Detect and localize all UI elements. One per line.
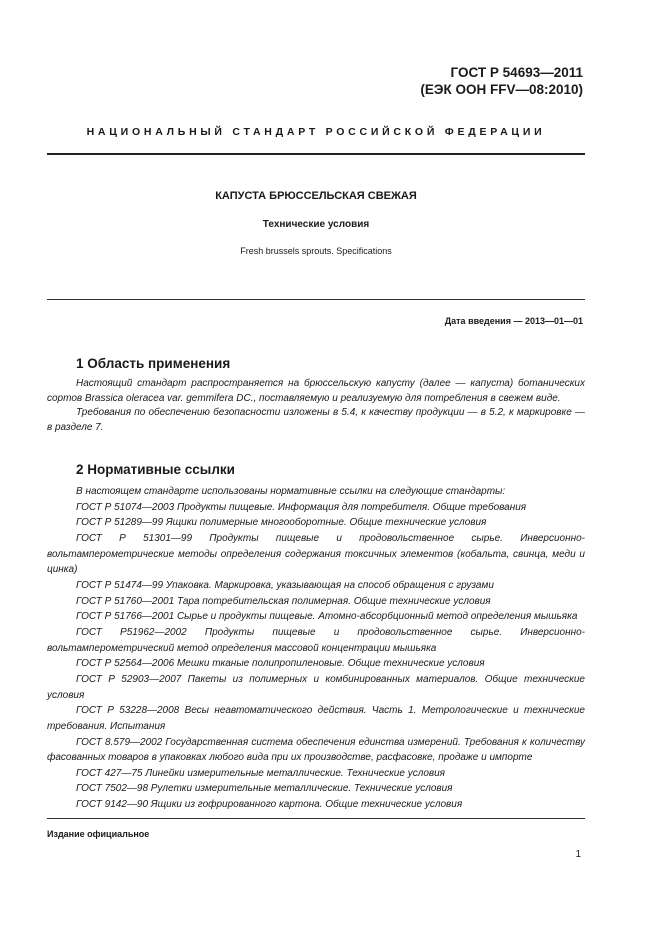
- reference-item: ГОСТ Р 51301—99 Продукты пищевые и продовольственное сырье. Инверсионно-вольтамперометрические методы определения содержания токсичных элементов (кобальта, свинца, меди и цинка): [47, 532, 585, 576]
- document-subtitle: Технические условия: [262, 219, 370, 230]
- footer-divider: [47, 818, 585, 819]
- section-2-heading: 2 Нормативные ссылки: [76, 462, 235, 477]
- section-1-paragraph: Требования по обеспечению безопасности изложены в 5.4, к качеству продукции — в 5.2, к маркировке — в разделе 7.: [47, 407, 585, 433]
- references-intro: В настоящем стандарте использованы нормативные ссылки на следующие стандарты:: [76, 486, 506, 497]
- document-title: КАПУСТА БРЮССЕЛЬСКАЯ СВЕЖАЯ: [215, 190, 417, 202]
- reference-item: ГОСТ Р 52903—2007 Пакеты из полимерных и комбинированных материалов. Общие технические условия: [47, 673, 585, 701]
- section-1-heading: 1 Область применения: [76, 356, 231, 371]
- reference-item: ГОСТ Р 53228—2008 Весы неавтоматического действия. Часть 1. Метрологические и технические требования. Испытания: [47, 705, 585, 732]
- reference-item: ГОСТ Р 51474—99 Упаковка. Маркировка, указывающая на способ обращения с грузами: [76, 579, 494, 591]
- reference-item: ГОСТ 8.579—2002 Государственная система обеспечения единства измерений. Требования к количеству фасованных товаров в упаковках любого вида при их производстве, расфасовке, продаже и импорте: [47, 736, 585, 764]
- reference-item: ГОСТ Р 51074—2003 Продукты пищевые. Информация для потребителя. Общие требования: [76, 501, 527, 513]
- section-1-paragraph: Настоящий стандарт распространяется на брюссельскую капусту (далее — капуста) ботанических сортов Brassica oleracea var. gemmifera DC., поставляемую и реализуемую для потребления в свежем виде.: [47, 378, 585, 404]
- ece-number: (ЕЭК ООН FFV—08:2010): [420, 82, 583, 97]
- reference-item: ГОСТ 427—75 Линейки измерительные металлические. Технические условия: [76, 767, 446, 779]
- header-divider: [47, 153, 585, 155]
- document-english-title: Fresh brussels sprouts. Specifications: [240, 246, 392, 256]
- section-1-body: [47, 377, 585, 435]
- standard-designation: [420, 64, 583, 98]
- national-standard-banner: НАЦИОНАЛЬНЫЙ СТАНДАРТ РОССИЙСКОЙ ФЕДЕРАЦИИ: [86, 126, 546, 138]
- reference-item: ГОСТ Р 51766—2001 Сырье и продукты пищевые. Атомно-абсорбционный метод определения мышьяка: [76, 611, 578, 623]
- reference-item: ГОСТ Р 52564—2006 Мешки тканые полипропиленовые. Общие технические условия: [76, 658, 485, 670]
- reference-item: ГОСТ 7502—98 Рулетки измерительные металлические. Технические условия: [76, 783, 453, 795]
- reference-item: ГОСТ Р 51760—2001 Тара потребительская полимерная. Общие технические условия: [76, 595, 491, 607]
- page-number: 1: [575, 849, 581, 860]
- title-divider: [47, 299, 585, 300]
- reference-item: ГОСТ 9142—90 Ящики из гофрированного картона. Общие технические условия: [76, 799, 463, 811]
- reference-item: ГОСТ Р 51289—99 Ящики полимерные многооборотные. Общие технические условия: [76, 517, 487, 529]
- introduction-date: Дата введения — 2013—01—01: [444, 316, 583, 326]
- official-edition-label: Издание официальное: [47, 829, 150, 839]
- gost-number: ГОСТ Р 54693—2011: [450, 65, 583, 80]
- normative-references-list: [47, 484, 585, 813]
- reference-item: ГОСТ Р51962—2002 Продукты пищевые и продовольственное сырье. Инверсионно-вольтамперометрический метод определения массовой концентрации мышьяка: [47, 626, 585, 654]
